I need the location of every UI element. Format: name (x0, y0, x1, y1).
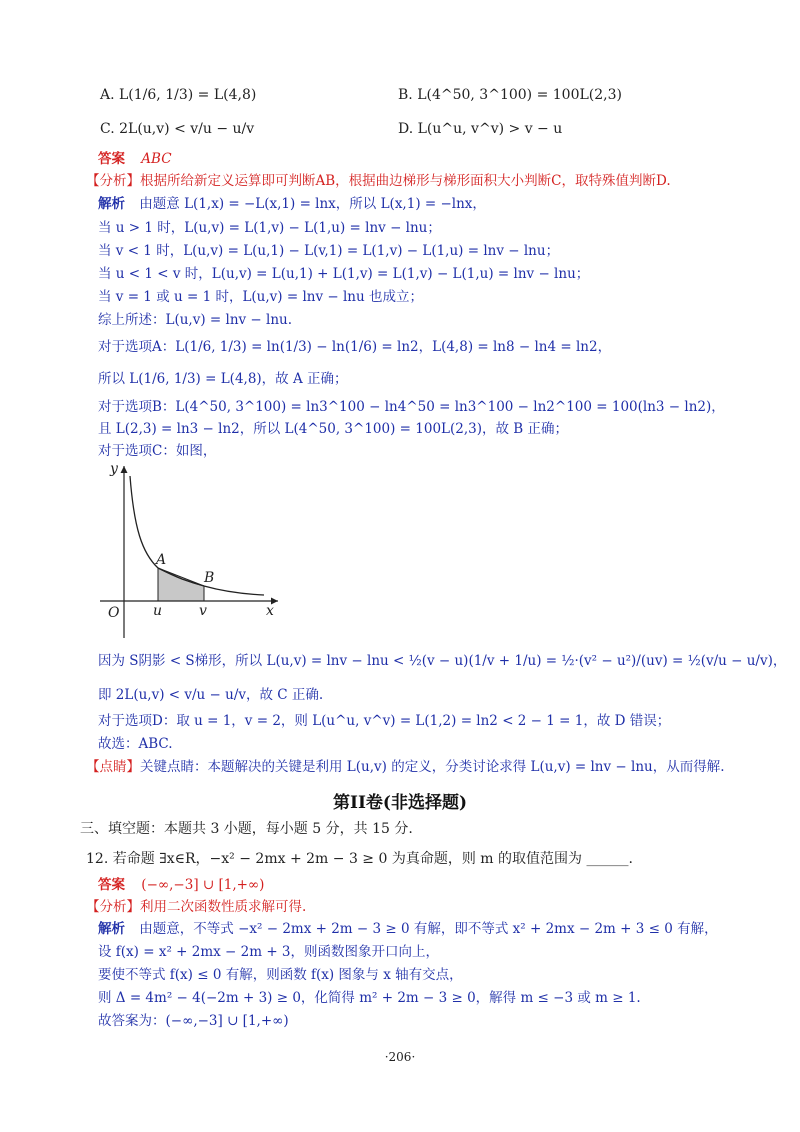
q11-analysis: 根据所给新定义运算即可判断AB，根据曲边梯形与梯形面积大小判断C，取特殊值判断D. (140, 173, 671, 189)
q12-line: 设 f(x) = x² + 2mx − 2m + 3，则函数图象开口向上， (98, 944, 440, 960)
v-label: v (199, 603, 207, 619)
q11-line: 当 u < 1 < v 时，L(u,v) = L(u,1) + L(1,v) = L(1,v) − L(1,u) = lnv − lnu； (98, 266, 590, 282)
q11-analysis-row (86, 172, 671, 190)
q11-line: 所以 L(1/6, 1/3) = L(4,8)，故 A 正确； (98, 371, 348, 387)
y-label: y (110, 461, 118, 477)
q12-analysis-tag: 【分析】 (86, 899, 140, 915)
option-a: A. L(1/6, 1/3) = L(4,8) (100, 87, 257, 103)
q11-solution-row (98, 195, 486, 213)
page-number: ·206· (384, 1050, 416, 1064)
q11-solution-label: 解析 (98, 196, 125, 212)
q11-comment: 关键点睛：本题解决的关键是利用 L(u,v) 的定义，分类讨论求得 L(u,v) = lnv − lnu，从而得解. (140, 759, 725, 775)
q12-answer-row (98, 876, 264, 894)
option-c: C. 2L(u,v) < v/u − u/v (100, 121, 255, 137)
u-label: u (153, 603, 163, 619)
q11-answer-row (98, 150, 172, 168)
q12-answer: (−∞,−3] ∪ [1,+∞) (141, 877, 265, 893)
q12-analysis-row (86, 898, 306, 916)
q11-analysis-tag: 【分析】 (86, 173, 140, 189)
part3-heading: 三、填空题：本题共 3 小题，每小题 5 分，共 15 分. (80, 821, 413, 837)
q11-answer-label: 答案 (98, 151, 125, 167)
q11-line2: 故选：ABC. (98, 736, 173, 752)
q12-solution-row (98, 920, 718, 938)
q11-line2: 即 2L(u,v) < v/u − u/v，故 C 正确. (98, 687, 324, 703)
q11-line: 由题意 L(1,x) = −L(x,1) = lnx，所以 L(x,1) = −lnx， (139, 196, 486, 212)
origin-label: O (108, 605, 120, 621)
q11-comment-tag: 【点睛】 (86, 759, 140, 775)
q11-answer: ABC (141, 151, 172, 167)
option-b: B. L(4^50, 3^100) = 100L(2,3) (398, 87, 622, 103)
q12-line: 要使不等式 f(x) ≤ 0 有解，则函数 f(x) 图象与 x 轴有交点， (98, 967, 463, 983)
q12-solution-label: 解析 (98, 921, 125, 937)
section-title: 第II卷(非选择题) (333, 793, 467, 813)
point-a-label: A (156, 552, 167, 568)
option-d: D. L(u^u, v^v) > v − u (398, 121, 563, 137)
q11-line: 且 L(2,3) = ln3 − ln2，所以 L(4^50, 3^100) = 100L(2,3)，故 B 正确； (98, 421, 569, 437)
q11-line2: 对于选项D：取 u = 1，v = 2，则 L(u^u, v^v) = L(1,2) = ln2 < 2 − 1 = 1，故 D 错误； (98, 713, 671, 729)
q11-line: 当 v < 1 时，L(u,v) = L(u,1) − L(v,1) = L(1,v) − L(1,u) = lnv − lnu； (98, 243, 560, 259)
q12-analysis: 利用二次函数性质求解可得. (140, 899, 307, 915)
q11-line: 对于选项B：L(4^50, 3^100) = ln3^100 − ln4^50 = ln3^100 − ln2^100 = 100(ln3 − ln2)， (98, 399, 725, 415)
q11-line: 对于选项A：L(1/6, 1/3) = ln(1/3) − ln(1/6) = ln2，L(4,8) = ln8 − ln4 = ln2， (98, 339, 612, 355)
q11-line: 综上所述：L(u,v) = lnv − lnu. (98, 312, 293, 328)
q12-line: 由题意，不等式 −x² − 2mx + 2m − 3 ≥ 0 有解，即不等式 x² + 2mx − 2m + 3 ≤ 0 有解， (139, 921, 718, 937)
q12-stem: 12. 若命题 ∃x∈R，−x² − 2mx + 2m − 3 ≥ 0 为真命题，则 m 的取值范围为 ______. (86, 851, 633, 867)
q12-line: 故答案为：(−∞,−3] ∪ [1,+∞) (98, 1013, 289, 1029)
q11-line: 对于选项C：如图， (98, 443, 217, 459)
x-label: x (266, 603, 274, 619)
q12-answer-label: 答案 (98, 877, 125, 893)
q11-line2: 因为 S阴影 < S梯形，所以 L(u,v) = lnv − lnu < ½(v − u)(1/v + 1/u) = ½·(v² − u²)/(uv) = ½(v/u − u/v)， (98, 653, 787, 669)
point-b-label: B (204, 570, 215, 586)
curve-graph (92, 458, 292, 643)
q12-line: 则 Δ = 4m² − 4(−2m + 3) ≥ 0，化简得 m² + 2m − 3 ≥ 0，解得 m ≤ −3 或 m ≥ 1. (98, 990, 641, 1006)
q11-line: 当 v = 1 或 u = 1 时，L(u,v) = lnv − lnu 也成立； (98, 289, 423, 305)
q11-line: 当 u > 1 时，L(u,v) = L(1,v) − L(1,u) = lnv − lnu； (98, 220, 441, 236)
curve (130, 476, 264, 595)
q11-comment-row (86, 758, 725, 776)
